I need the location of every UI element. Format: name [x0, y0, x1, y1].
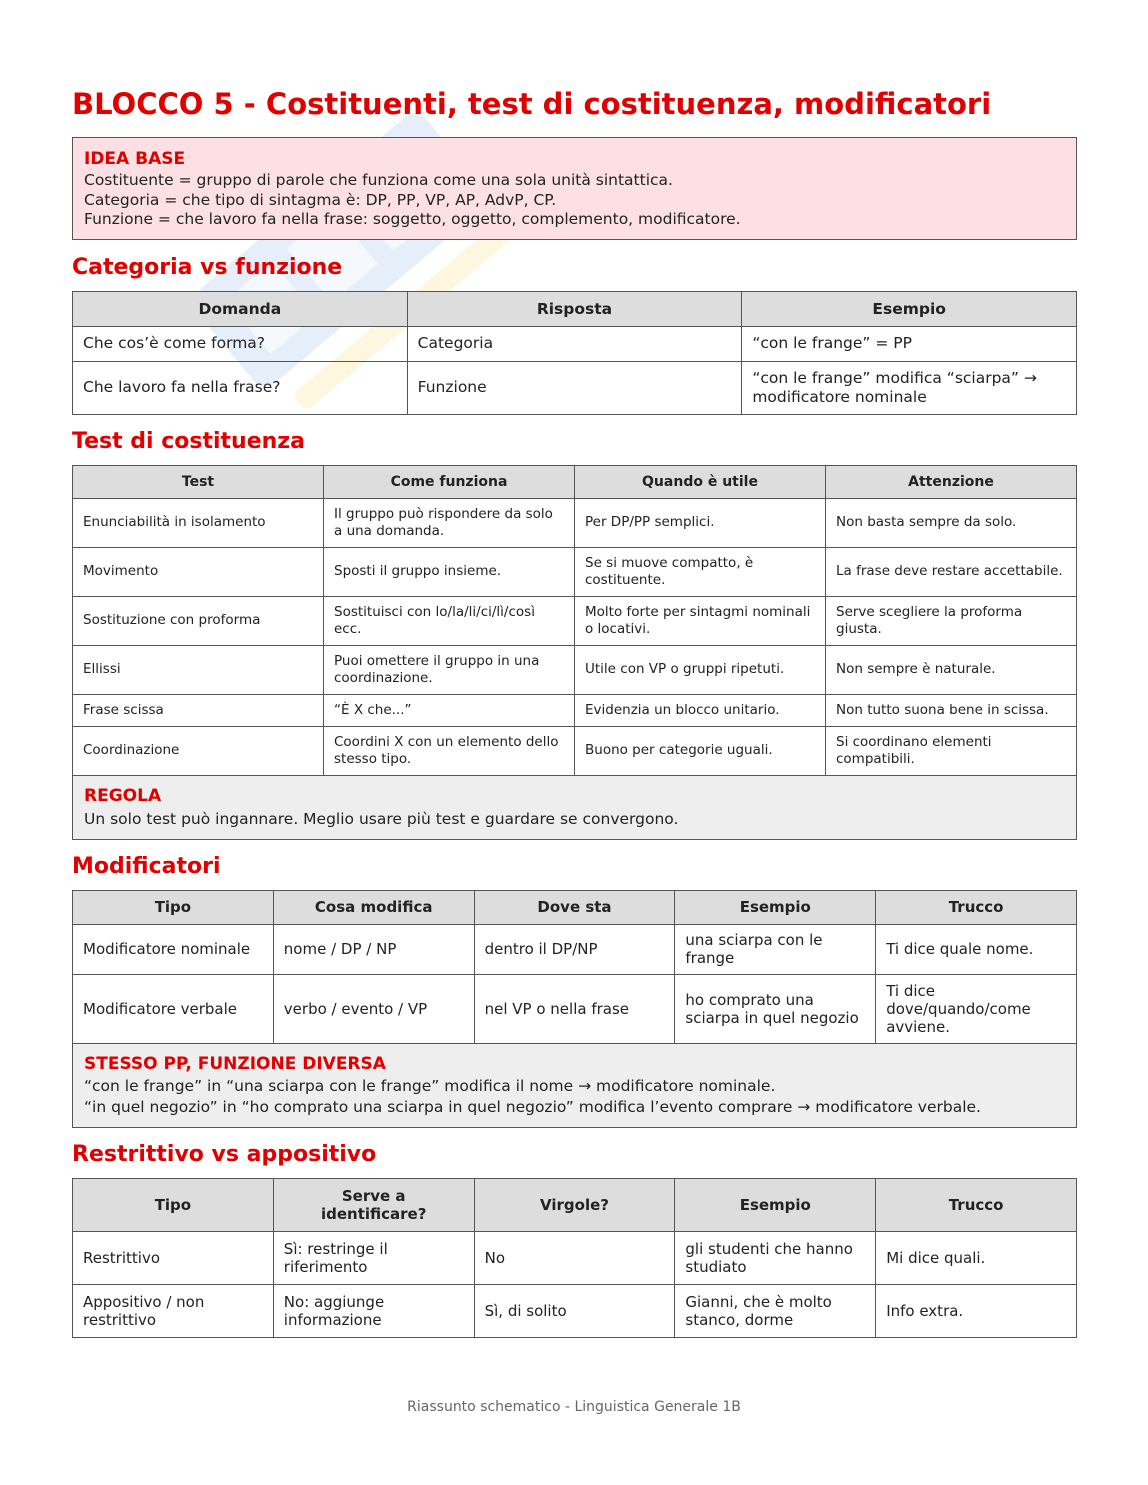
table-row — [73, 326, 1077, 361]
table-cell: Modificatore verbale — [73, 974, 274, 1043]
table-cell: ho comprato una sciarpa in quel negozio — [675, 974, 876, 1043]
section-heading-test: Test di costituenza — [72, 428, 305, 454]
column-header: Tipo — [73, 890, 274, 924]
table-cell: Sì, di solito — [474, 1284, 675, 1337]
table-cell: Mi dice quali. — [876, 1231, 1077, 1284]
page-footer: Riassunto schematico - Linguistica Generale 1B — [407, 1399, 741, 1415]
idea-line: Costituente = gruppo di parole che funziona come una sola unità sintattica. — [84, 171, 673, 189]
stesso-pp-line: “in quel negozio” in “ho comprato una sciarpa in quel negozio” modifica l’evento comprare → modificatore verbale. — [84, 1097, 981, 1116]
table-cell: Non tutto suona bene in scissa. — [826, 694, 1077, 726]
section-heading-restrittivo: Restrittivo vs appositivo — [72, 1141, 377, 1167]
table-row — [73, 1284, 1077, 1337]
table-header-row — [73, 890, 1077, 924]
table-row — [73, 645, 1077, 694]
table-cell: “con le frange” = PP — [742, 326, 1077, 361]
table-header-row — [73, 465, 1077, 498]
document-page — [72, 80, 1077, 1338]
table-row — [73, 726, 1077, 775]
table-cell: Per DP/PP semplici. — [575, 498, 826, 547]
table-cell: Movimento — [73, 547, 324, 596]
table-cell: Serve scegliere la proforma giusta. — [826, 596, 1077, 645]
table-cell: Gianni, che è molto stanco, dorme — [675, 1284, 876, 1337]
table-cell: Enunciabilità in isolamento — [73, 498, 324, 547]
categoria-table — [72, 291, 1077, 415]
table-cell: Non basta sempre da solo. — [826, 498, 1077, 547]
table-header-row — [73, 291, 1077, 326]
column-header: Quando è utile — [575, 465, 826, 498]
table-cell: Restrittivo — [73, 1231, 274, 1284]
idea-line: Categoria = che tipo di sintagma è: DP, PP, VP, AP, AdvP, CP. — [84, 190, 557, 209]
regola-text: Un solo test può ingannare. Meglio usare più test e guardare se convergono. — [84, 809, 679, 828]
table-cell: Sposti il gruppo insieme. — [324, 547, 575, 596]
table-cell: Che lavoro fa nella frase? — [73, 361, 408, 414]
table-row — [73, 1231, 1077, 1284]
column-header: Esempio — [742, 291, 1077, 326]
table-cell: Se si muove compatto, è costituente. — [575, 547, 826, 596]
table-row — [73, 974, 1077, 1043]
table-cell: Sì: restringe il riferimento — [273, 1231, 474, 1284]
table-cell: una sciarpa con le frange — [675, 924, 876, 974]
table-row — [73, 547, 1077, 596]
table-cell: Puoi omettere il gruppo in una coordinazione. — [324, 645, 575, 694]
table-cell: Evidenzia un blocco unitario. — [575, 694, 826, 726]
table-cell: nome / DP / NP — [273, 924, 474, 974]
table-cell: Sostituisci con lo/la/li/ci/lì/così ecc. — [324, 596, 575, 645]
restrittivo-table — [72, 1178, 1077, 1338]
column-header: Trucco — [876, 1178, 1077, 1231]
table-cell: Il gruppo può rispondere da solo a una domanda. — [324, 498, 575, 547]
table-cell: Sostituzione con proforma — [73, 596, 324, 645]
table-cell: “con le frange” modifica “sciarpa” → modificatore nominale — [742, 361, 1077, 414]
table-cell: Non sempre è naturale. — [826, 645, 1077, 694]
column-header: Come funziona — [324, 465, 575, 498]
table-cell: Coordini X con un elemento dello stesso tipo. — [324, 726, 575, 775]
column-header: Virgole? — [474, 1178, 675, 1231]
column-header: Esempio — [675, 1178, 876, 1231]
column-header: Tipo — [73, 1178, 274, 1231]
stesso-pp-box — [72, 1044, 1077, 1128]
table-row — [73, 596, 1077, 645]
column-header: Dove sta — [474, 890, 675, 924]
column-header: Domanda — [73, 291, 408, 326]
table-cell: La frase deve restare accettabile. — [826, 547, 1077, 596]
table-row — [73, 361, 1077, 414]
table-cell: Ti dice dove/quando/come avviene. — [876, 974, 1077, 1043]
table-cell: No: aggiunge informazione — [273, 1284, 474, 1337]
table-cell: Che cos’è come forma? — [73, 326, 408, 361]
modificatori-table — [72, 890, 1077, 1044]
table-row — [73, 924, 1077, 974]
table-cell: Molto forte per sintagmi nominali o locativi. — [575, 596, 826, 645]
table-cell: Buono per categorie uguali. — [575, 726, 826, 775]
column-header: Esempio — [675, 890, 876, 924]
regola-title: REGOLA — [84, 785, 162, 806]
test-table — [72, 465, 1077, 776]
table-cell: Ellissi — [73, 645, 324, 694]
table-cell: Si coordinano elementi compatibili. — [826, 726, 1077, 775]
regola-box — [72, 776, 1077, 840]
column-header: Attenzione — [826, 465, 1077, 498]
table-cell: verbo / evento / VP — [273, 974, 474, 1043]
table-cell: Funzione — [407, 361, 742, 414]
table-cell: nel VP o nella frase — [474, 974, 675, 1043]
section-heading-categoria: Categoria vs funzione — [72, 254, 343, 280]
idea-base-box — [72, 137, 1077, 240]
table-cell: Modificatore nominale — [73, 924, 274, 974]
column-header: Trucco — [876, 890, 1077, 924]
table-cell: Ti dice quale nome. — [876, 924, 1077, 974]
table-cell: Coordinazione — [73, 726, 324, 775]
page-title: BLOCCO 5 - Costituenti, test di costituenza, modificatori — [72, 87, 992, 121]
column-header: Serve a identificare? — [273, 1178, 474, 1231]
table-cell: dentro il DP/NP — [474, 924, 675, 974]
stesso-pp-line: “con le frange” in “una sciarpa con le frange” modifica il nome → modificatore nominale. — [84, 1076, 776, 1095]
table-cell: No — [474, 1231, 675, 1284]
table-row — [73, 498, 1077, 547]
table-cell: Utile con VP o gruppi ripetuti. — [575, 645, 826, 694]
table-header-row — [73, 1178, 1077, 1231]
column-header: Risposta — [407, 291, 742, 326]
idea-base-title: IDEA BASE — [84, 149, 186, 169]
section-heading-modificatori: Modificatori — [72, 853, 221, 879]
table-cell: Categoria — [407, 326, 742, 361]
table-cell: Info extra. — [876, 1284, 1077, 1337]
table-cell: “È X che...” — [324, 694, 575, 726]
table-cell: gli studenti che hanno studiato — [675, 1231, 876, 1284]
table-cell: Appositivo / non restrittivo — [73, 1284, 274, 1337]
table-row — [73, 694, 1077, 726]
idea-line: Funzione = che lavoro fa nella frase: soggetto, oggetto, complemento, modificatore. — [84, 210, 741, 228]
stesso-pp-title: STESSO PP, FUNZIONE DIVERSA — [84, 1053, 386, 1074]
table-cell: Frase scissa — [73, 694, 324, 726]
column-header: Test — [73, 465, 324, 498]
column-header: Cosa modifica — [273, 890, 474, 924]
